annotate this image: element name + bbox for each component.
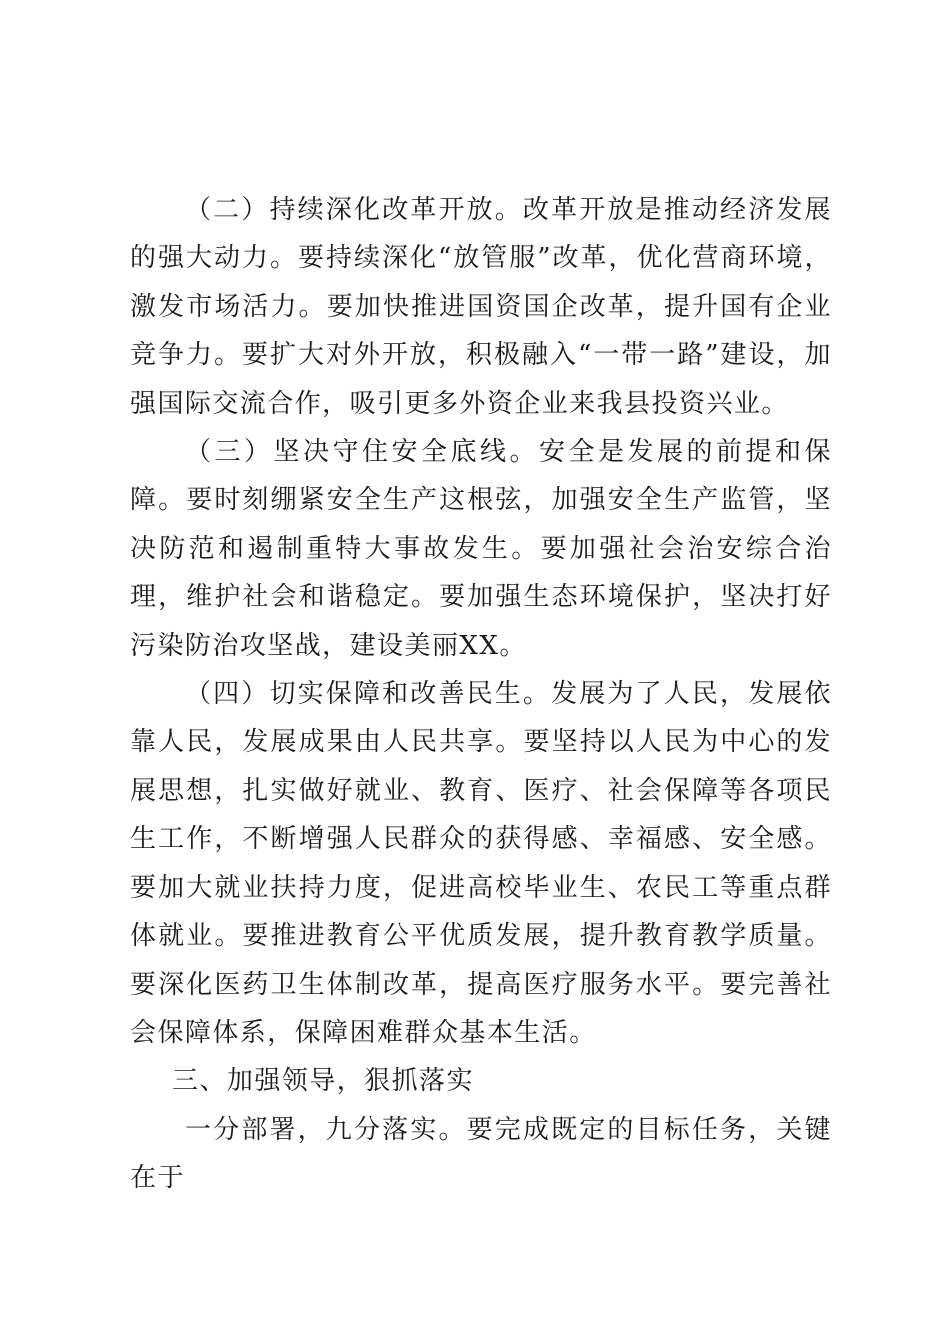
paragraph-reform-opening: （二）持续深化改革开放。改革开放是推动经济发展的强大动力。要持续深化“放管服”改革，优化营商环境，激发市场活力。要加快推进国资国企改革，提升国有企业竞争力。要扩大对外开放，积极融入“一带一路”建设，加强国际交流合作，吸引更多外资企业来我县投资兴业。 (130, 195, 832, 419)
paragraph-livelihood: （四）切实保障和改善民生。发展为了人民，发展依靠人民，发展成果由人民共享。要坚持以人民为中心的发展思想，扎实做好就业、教育、医疗、社会保障等各项民生工作，不断增强人民群众的获得感、幸福感、安全感。要加大就业扶持力度，促进高校毕业生、农民工等重点群体就业。要推进教育公平优质发展，提升教育教学质量。要深化医药卫生体制改革，提高医疗服务水平。要完善社会保障体系，保障困难群众基本生活。 (130, 679, 832, 1048)
section-heading: 三、加强领导，狠抓落实 (172, 1066, 474, 1097)
paragraph-safety-bottom-line: （三）坚决守住安全底线。安全是发展的前提和保障。要时刻绷紧安全生产这根弦，加强安全生产监管，坚决防范和遏制重特大事故发生。要加强社会治安综合治理，维护社会和谐稳定。要加强生态环境保护，坚决打好污染防治攻坚战，建设美丽XX。 (130, 437, 832, 661)
paragraph-implementation: 一分部署，九分落实。要完成既定的目标任务，关键在于 (130, 1114, 832, 1194)
document-body (130, 186, 832, 1203)
